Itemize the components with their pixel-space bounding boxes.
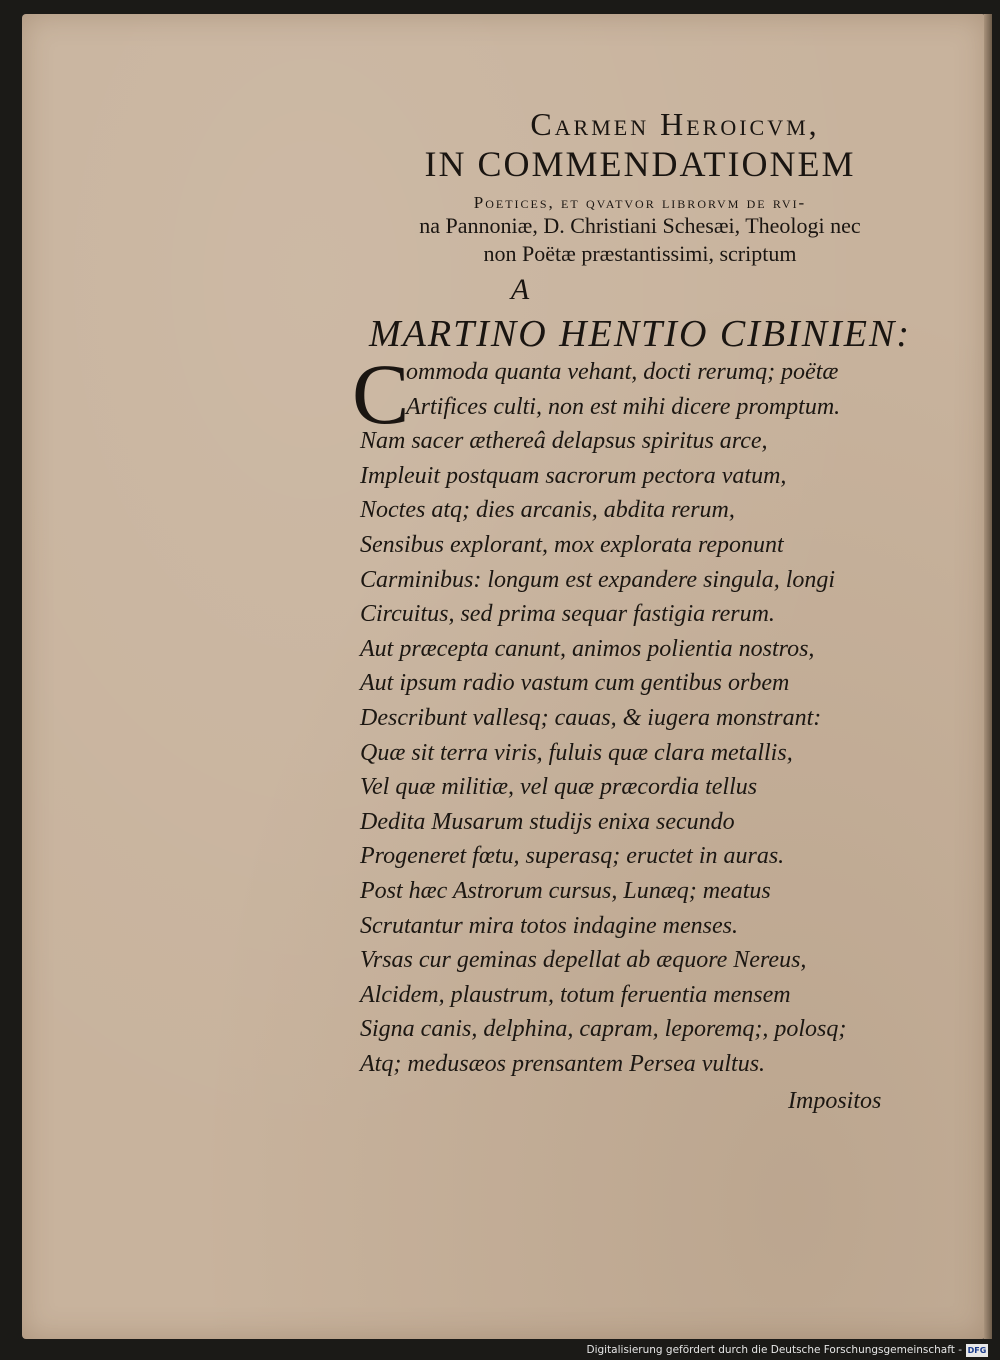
- verse-line: Circuitus, sed prima sequar fastigia rerum.: [360, 601, 775, 628]
- verse-line: Artifices culti, non est mihi dicere promptum.: [406, 393, 841, 420]
- verse-line: Describunt vallesq; cauas, & iugera monstrant:: [360, 704, 822, 731]
- title-line-6: A: [510, 273, 530, 306]
- footer-credit: [586, 1342, 988, 1358]
- verse-line: Nam sacer æthereâ delapsus spiritus arce,: [360, 428, 768, 455]
- verse-line: Vel quæ militiæ, vel quæ præcordia tellus: [360, 774, 758, 801]
- drop-cap: C: [352, 346, 410, 442]
- title-line-4: na Pannoniæ, D. Christiani Schesæi, Theologi nec: [419, 213, 861, 238]
- verse-line: Post hæc Astrorum cursus, Lunæq; meatus: [360, 877, 771, 904]
- title-line-3: Poetices, et qvatvor librorvm de rvi-: [473, 193, 807, 212]
- verse-line: Atq; medusæos prensantem Persea vultus.: [360, 1050, 766, 1077]
- verse-line: Alcidem, plaustrum, totum feruentia mensem: [360, 981, 791, 1008]
- catchword: Impositos: [788, 1088, 882, 1114]
- page-edge: [984, 14, 992, 1339]
- footer-text: Digitalisierung gefördert durch die Deutsche Forschungsgemeinschaft -: [586, 1344, 962, 1356]
- verse-line: Quæ sit terra viris, fuluis quæ clara metallis,: [360, 739, 793, 766]
- poem: [352, 346, 960, 1081]
- verse-line: Sensibus explorant, mox explorata reponunt: [360, 531, 784, 558]
- title-line-5: non Poëtæ præstantissimi, scriptum: [483, 241, 797, 266]
- verse-line: Carminibus: longum est expandere singula, longi: [360, 566, 836, 593]
- dfg-logo-icon: DFG: [967, 1345, 987, 1355]
- verse-line: Impleuit postquam sacrorum pectora vatum,: [360, 462, 787, 489]
- verse-line: Progeneret fœtu, superasq; eructet in auras.: [360, 843, 785, 870]
- title-line-1: Carmen Heroicvm,: [530, 106, 820, 142]
- title-line-2: IN COMMENDATIONEM: [424, 144, 856, 184]
- author-name: MARTINO HENTIO CIBINIEN:: [369, 313, 911, 355]
- verse-line: Dedita Musarum studijs enixa secundo: [360, 808, 735, 835]
- verse-line: Aut præcepta canunt, animos polientia nostros,: [360, 635, 815, 662]
- title-block: [330, 108, 950, 353]
- verse-line: ommoda quanta vehant, docti rerumq; poëtæ: [406, 359, 839, 385]
- verse-line: Scrutantur mira totos indagine menses.: [360, 912, 738, 939]
- verse-line: Signa canis, delphina, capram, leporemq;, polosq;: [360, 1016, 847, 1043]
- verse-line: Aut ipsum radio vastum cum gentibus orbem: [360, 670, 790, 697]
- verse-line: Noctes atq; dies arcanis, abdita rerum,: [360, 497, 735, 524]
- verse-line: Vrsas cur geminas depellat ab æquore Nereus,: [360, 947, 807, 974]
